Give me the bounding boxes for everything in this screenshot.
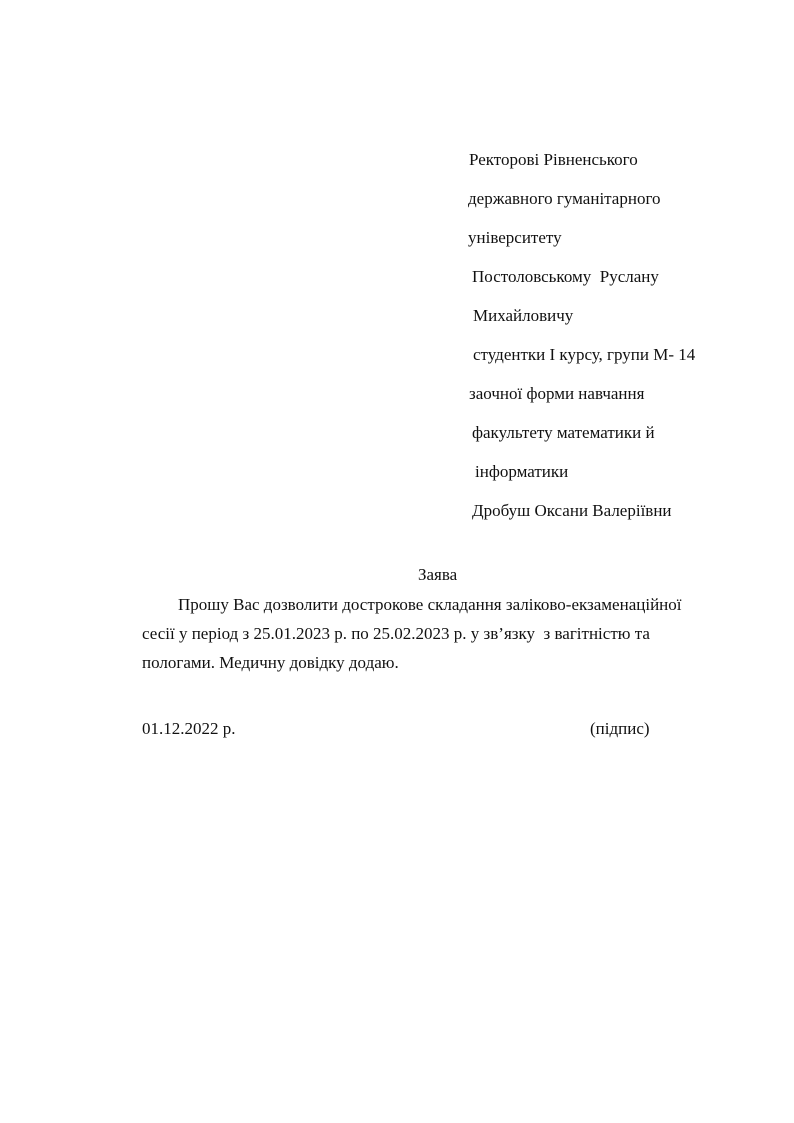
signature-placeholder: (підпис) [590,719,650,738]
sender-line-name: Дробуш Оксани Валеріївни [472,501,672,520]
document-title: Заява [418,565,458,584]
body-line-1 [142,590,732,619]
sender-line-student: студентки I курсу, групи М- 14 [473,345,696,364]
addressee-line-university: університету [468,228,562,247]
addressee-line-state: державного гуманітарного [468,189,661,208]
sender-line-study-form: заочної форми навчання [469,384,645,403]
application-date: 01.12.2022 р. [142,719,236,738]
sender-line-faculty: факультету математики й [472,423,655,442]
addressee-line-surname: Постоловському Руслану [472,267,659,286]
addressee-line-patronymic: Михайловичу [473,306,574,325]
body-line-1-text: Прошу Вас дозволити дострокове складання заліково-екзаменаційної [178,595,682,614]
body-line-3: пологами. Медичну довідку додаю. [142,653,399,672]
application-body [142,590,732,677]
body-line-2: сесії у період з 25.01.2023 р. по 25.02.2023 р. у зв’язку з вагітністю та [142,624,650,643]
sender-line-informatics: інформатики [475,462,569,481]
addressee-line-rector: Ректорові Рівненського [469,150,638,169]
